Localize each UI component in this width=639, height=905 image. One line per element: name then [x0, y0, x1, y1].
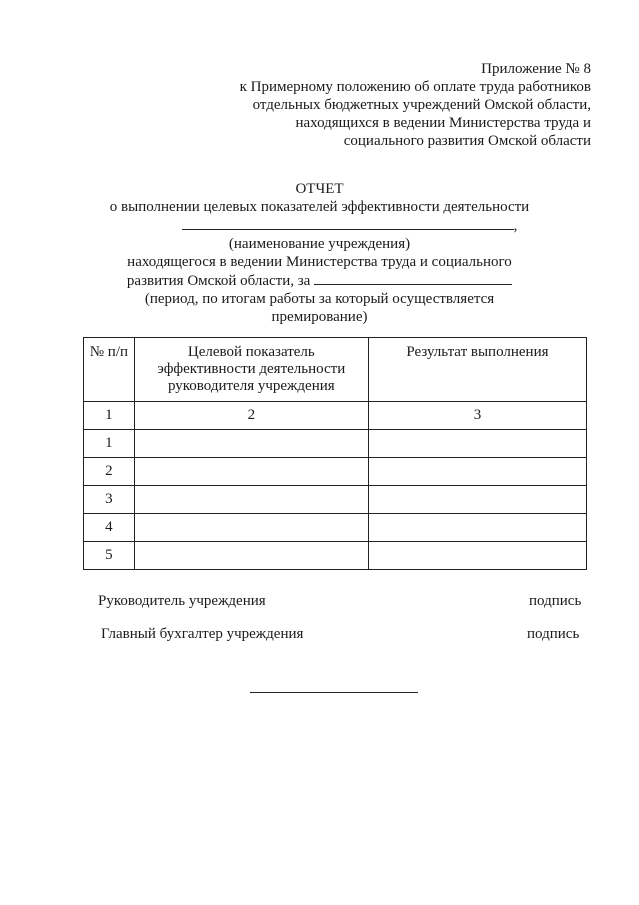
row-number: 4: [84, 514, 135, 542]
header-result: Результат выполнения: [368, 338, 586, 402]
director-signature-label: Руководитель учреждения: [98, 593, 266, 609]
period-blank: [314, 271, 512, 285]
header-indicator-line: эффективности деятельности: [157, 361, 346, 377]
column-index: 3: [368, 402, 586, 430]
report-subtitle: о выполнении целевых показателей эффективности деятельности: [109, 199, 530, 215]
row-number: 3: [84, 486, 135, 514]
located-line: находящегося в ведении Министерства труда и социального: [127, 254, 512, 270]
located-line-2: развития Омской области, за: [126, 273, 311, 289]
table-row: [84, 514, 587, 542]
header-indicator: [134, 338, 368, 402]
table-row: [84, 458, 587, 486]
institution-blank: [182, 216, 514, 230]
result-cell[interactable]: [368, 542, 586, 570]
row-number: 5: [84, 542, 135, 570]
header-number: № п/п: [84, 338, 135, 402]
column-index: 2: [134, 402, 368, 430]
annex-line: находящихся в ведении Министерства труда и: [295, 115, 591, 131]
report-title: ОТЧЕТ: [295, 181, 344, 197]
result-cell[interactable]: [368, 430, 586, 458]
annex-number: Приложение № 8: [481, 61, 591, 77]
period-caption-2: премирование): [271, 309, 368, 325]
comma: ,: [513, 218, 518, 234]
accountant-signature-placeholder: подпись: [527, 626, 580, 642]
result-cell[interactable]: [368, 458, 586, 486]
accountant-signature-label: Главный бухгалтер учреждения: [101, 626, 304, 642]
indicator-cell[interactable]: [134, 486, 368, 514]
result-cell[interactable]: [368, 514, 586, 542]
institution-fill-line: [0, 216, 639, 235]
table-row: [84, 542, 587, 570]
indicator-cell[interactable]: [134, 430, 368, 458]
annex-reference: [240, 60, 591, 150]
column-index: 1: [84, 402, 135, 430]
annex-line: к Примерному положению об оплате труда работников: [239, 79, 591, 95]
column-index-row: [84, 402, 587, 430]
period-caption: (период, по итогам работы за который осуществляется: [144, 291, 495, 307]
closing-divider: [250, 692, 418, 693]
annex-line: социального развития Омской области: [343, 133, 591, 149]
table-row: [84, 486, 587, 514]
annex-line: отдельных бюджетных учреждений Омской области,: [252, 97, 591, 113]
director-signature-placeholder: подпись: [529, 593, 582, 609]
header-indicator-line: руководителя учреждения: [167, 378, 335, 394]
row-number: 2: [84, 458, 135, 486]
indicator-cell[interactable]: [134, 458, 368, 486]
header-indicator-line: Целевой показатель: [187, 344, 315, 360]
row-number: 1: [84, 430, 135, 458]
report-heading: [0, 180, 639, 326]
indicator-cell[interactable]: [134, 514, 368, 542]
result-cell[interactable]: [368, 486, 586, 514]
institution-caption: (наименование учреждения): [228, 236, 411, 252]
period-fill-line: [0, 271, 639, 290]
indicator-cell[interactable]: [134, 542, 368, 570]
table-row: [84, 430, 587, 458]
table-header-row: [84, 338, 587, 402]
indicators-table: [83, 337, 587, 570]
